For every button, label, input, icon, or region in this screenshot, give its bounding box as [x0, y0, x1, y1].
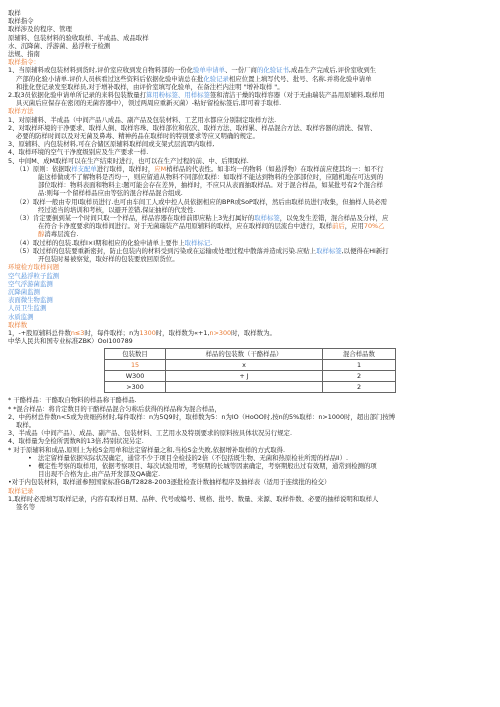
text-span: .: [210, 238, 213, 247]
highlight-span: 醇: [38, 230, 45, 239]
text-span: （5）取过样的包装要重新密封，防止包装内的材料受到污染或在运输或处理过程中散落并造成污染.应贴上: [16, 246, 317, 255]
instruction-2-cont: 具灭菌后应保存在密闭的无菌容器中），领过两周应重新灭菌）-粘好留检标签后,即可着手取样.: [16, 99, 282, 108]
text-span: 相应位置上填写代号、批号、名称.并将化验申请单: [228, 74, 372, 83]
highlight-span: n>300: [209, 328, 232, 337]
text-span: 时，取样数为«+1,: [155, 328, 210, 337]
record-line-cont: 签名等: [16, 502, 36, 511]
text-span: 消毒层流台.: [44, 230, 79, 239]
table-row: [105, 371, 396, 382]
text-span: 2.取3员依据化验申请单所记录的来料包装数量打: [8, 91, 146, 100]
text-span: 签和清洁干燥的取样容器（对于无曲瑞装产品用原辅料,取样用: [209, 91, 385, 100]
method-line: 5、中间M、成M取样可以在生产结束时进行，也可以在生产过程的前、中、后期取样.: [8, 156, 249, 165]
item-2: 2、中药材总件数n<5或为贵细药材时,每件取样：n为5Q9时，取样数为5：n为lO（HoOO时,按n的5%取样：n>1000时，超出部门按博: [8, 412, 396, 421]
text-span: 梢样品的代表性。如非均一的物料（如悬浮物）在取样前应使其均一：如不行: [166, 164, 384, 173]
sub-item-5-cont: 开包装时易被察觉，取好样的包装要放回原货位。: [38, 255, 179, 264]
text-span: 时，每件取样；n为: [84, 328, 140, 337]
text-span: 时，取样数为。: [231, 328, 276, 337]
table-cell: 1: [322, 360, 395, 371]
text-span: 法定留样量依据实际状况确定，通常不少于项目全检技的2倍（不包括既生物、无菌和热原检社所需的样品ll）.: [38, 453, 349, 462]
table-cell: >300: [105, 382, 166, 393]
item-star: * 对于原辅料和成品,原则上为检S金用单和法定留样量之和,当检S金失败,依据增补取样的方式取得.: [8, 445, 286, 454]
text-span: ,以便得在Hi新打: [341, 246, 389, 255]
method-line: 2、对取样环境的干净要求、取样人倒、取样容珠、取样部位和依次、取样方法、取样累、样品混合方法、取样容器的清洗、保管、: [8, 123, 377, 132]
bullet-item-cont: 目出现不合格为止,由产品开发部及QA确定.: [38, 470, 161, 479]
text-span: 1、当原辅料或包装材料到货时,评价室应收到发自物料部的一份化: [8, 66, 194, 75]
highlight-span: 化验记录: [203, 74, 229, 83]
sub-item-3-cont: [8, 230, 492, 238]
instruction-1-cont: 和批化登记录发至取样员,对于增补取样，由评价室填写化验单，在备注栏内注明 "增补取样 "。: [16, 82, 284, 91]
inspection-line: •对于内包装材料，取样道参照国家标准GB/T2828-2003逐批检查计数抽样程序及抽样表（适用于连续批的检交）: [8, 478, 331, 487]
table-cell: [166, 382, 323, 393]
note-line: * *混合样品：将肯定数目的干酪样品混合匀称后获得的样品称为混合样品，: [8, 404, 221, 413]
bullet-item: [8, 462, 492, 470]
note-line: * 干酪样品：干酪取自物料的样品称干酪样品.: [8, 396, 137, 405]
table-header: 样品的包装数（干酪样品）: [166, 349, 323, 360]
table-cell: 2: [322, 371, 395, 382]
section-heading-environment: 环境检方取样问题: [8, 263, 60, 272]
section-heading-record: 取样记录: [8, 486, 34, 495]
sub-item-4: [8, 239, 492, 247]
item-4: 4、取样量为全检所需数R的13倍,特别状况另定.: [8, 437, 144, 446]
env-item: 空气浮游菌监测: [8, 279, 53, 288]
doc-title: 取样: [8, 9, 21, 17]
table-header: 混合样品数: [322, 349, 395, 360]
table-row: [105, 360, 396, 371]
text-span: ，以免发生差错，混合样品及分样，应: [279, 214, 389, 223]
text-span: 概定性考察的取样用，依据考察项目、每次试验用增，考察期的长城等因素确定，考察期般出过有效期，通常到检测的项: [38, 461, 377, 470]
text-span: （3）肯定要倒到某一个时间只取一个样品，样品容器在取样前即应粘上3先打属好的: [16, 214, 255, 223]
sampling-table: [104, 348, 396, 393]
sub-item-2-cont: 经过适当的培训和考核，以避开差错,保证抽样的代发性.: [38, 205, 196, 214]
text-span: 在符合卡净度要求的取样间进行。对于无菌瑞装产品用原辅料的取样，应在取样间的层流台中进行，取样: [38, 222, 332, 231]
table-header: 包装数目: [105, 349, 166, 360]
table-row: [105, 382, 396, 393]
quantity-rule: [8, 329, 492, 337]
highlight-span: n≤3: [70, 328, 85, 337]
table-header-row: [105, 349, 396, 360]
section-heading-instruction: 取样指令：: [8, 58, 40, 67]
header-line: 水、沉降菌、浮游菌、悬浮粒子检测: [8, 41, 111, 50]
instruction-2: [8, 91, 492, 99]
text-span: （1）原则：依据取: [16, 164, 72, 173]
env-item: 水质监测: [8, 312, 34, 321]
table-cell: 15: [105, 360, 166, 371]
sub-item-1-cont: 品:则每一个留样样品应由等弦的混合样品混合组成.: [38, 189, 183, 198]
env-item: 人员卫生监测: [8, 304, 47, 313]
header-line: 取样指令: [8, 17, 34, 26]
record-line: 1,取样时必需填写取样记录，内容有取样日期、品种、代号或编号、规格、批号、数量、来源、取样件数、必要的抽样说明和取样人: [8, 494, 379, 503]
item-2-cont: 取样。: [16, 420, 36, 429]
header-line: 原辅料、包装材料的验收取样、半成品、成品取样: [8, 33, 149, 42]
text-span: 1，-+股原辅料总件数: [8, 328, 71, 337]
sub-item-3: [8, 214, 492, 222]
highlight-span: 取样标签: [254, 214, 280, 223]
instruction-1: [8, 66, 492, 74]
standard-reference: 中华人民共和国专业标准ZBK）Ool100789: [8, 337, 133, 346]
sub-item-1-cont: 能这样做或不了解物料是否均一，则应留道从物料不同部位取样：如取样不能达到物料的全部部位时，应随机地在可达到的: [38, 173, 384, 182]
highlight-span: 的化验证书: [256, 66, 289, 75]
text-span: （4）取过样的包装.取样I×I期和相应的化验申请单上要作上: [16, 238, 185, 247]
highlight-span: 算用粉标签、用样标签: [145, 91, 210, 100]
highlight-span: 1300: [139, 328, 156, 337]
header-line: 取样涉及的程序、管理: [8, 25, 72, 34]
highlight-span: 前后: [331, 222, 345, 231]
method-line: 4、取样环境的空气干净度级别应及生产要求一样.: [8, 148, 149, 157]
highlight-span: 70%乙: [363, 222, 385, 231]
sub-item-5: [8, 247, 492, 255]
section-heading-method: 取样方法: [8, 107, 34, 116]
table-cell: W300: [105, 371, 166, 382]
sub-item-3-cont: [8, 222, 492, 230]
highlight-span: 取样标签: [316, 246, 342, 255]
method-line: 必要的防样时间以及对无菌及鼻毒、精神药品在取样时的特别要求等应又明确的规定。: [16, 132, 259, 141]
bullet-icon: •: [28, 453, 32, 462]
env-item: 表面微生物监测: [8, 296, 53, 305]
text-span: ，应用: [344, 222, 364, 231]
env-item: 空气悬浮粒子监测: [8, 271, 60, 280]
item-3: 3、半成品（中间产品）、成品、副产品、包装材料、工艺用水及特别要求的原料按具体状况另行规定.: [8, 429, 293, 438]
method-line: 3、原辅料、内包装材料,可在合储区原辅料取样间或支架式层流罩内取样,: [8, 140, 215, 149]
header-line: 法规、指南: [8, 50, 40, 59]
table-cell: x: [166, 360, 323, 371]
text-span: 、一份厂商: [225, 66, 257, 75]
sub-item-1: [8, 165, 492, 173]
env-item: 沉降菌监测: [8, 287, 40, 296]
section-heading-quantity: 取样数: [8, 320, 28, 329]
highlight-span: 样支配单: [71, 164, 97, 173]
bullet-icon: •: [28, 461, 32, 470]
sub-item-2: （2）取样一般由专用l取样员进行.也可由车间工人或中控人员依据相应的BPR或SoP取样，然后由取样员进行收集，但抽样人员必需: [16, 197, 388, 206]
bullet-item: [8, 454, 492, 462]
highlight-span: 应M: [154, 164, 167, 173]
table-cell: 2: [322, 382, 395, 393]
sub-item-1-cont: 部位取样：物料表面和物料主:题可能会存在差异，抽样时，不应只从表面抽取样品。对于混合样品，如某批号有2个混合样: [38, 181, 383, 190]
method-line: 1、对原辅料、半成品（中间产品八成品、副产品及包装材料、工艺用水都应分别制定取样方法.: [8, 115, 277, 124]
text-span: 产部的化验小请单.评价人员核看过这些资料后依据化验申请总在批: [16, 74, 204, 83]
highlight-span: 验单申请单: [193, 66, 225, 75]
table-cell: + J: [166, 371, 323, 382]
highlight-span: 取样标记: [184, 238, 211, 247]
text-span: ,成品生产完成后,评价室收到生: [288, 66, 377, 75]
instruction-1-cont: [8, 75, 492, 83]
text-span: 进行取样，取样时，: [96, 164, 155, 173]
